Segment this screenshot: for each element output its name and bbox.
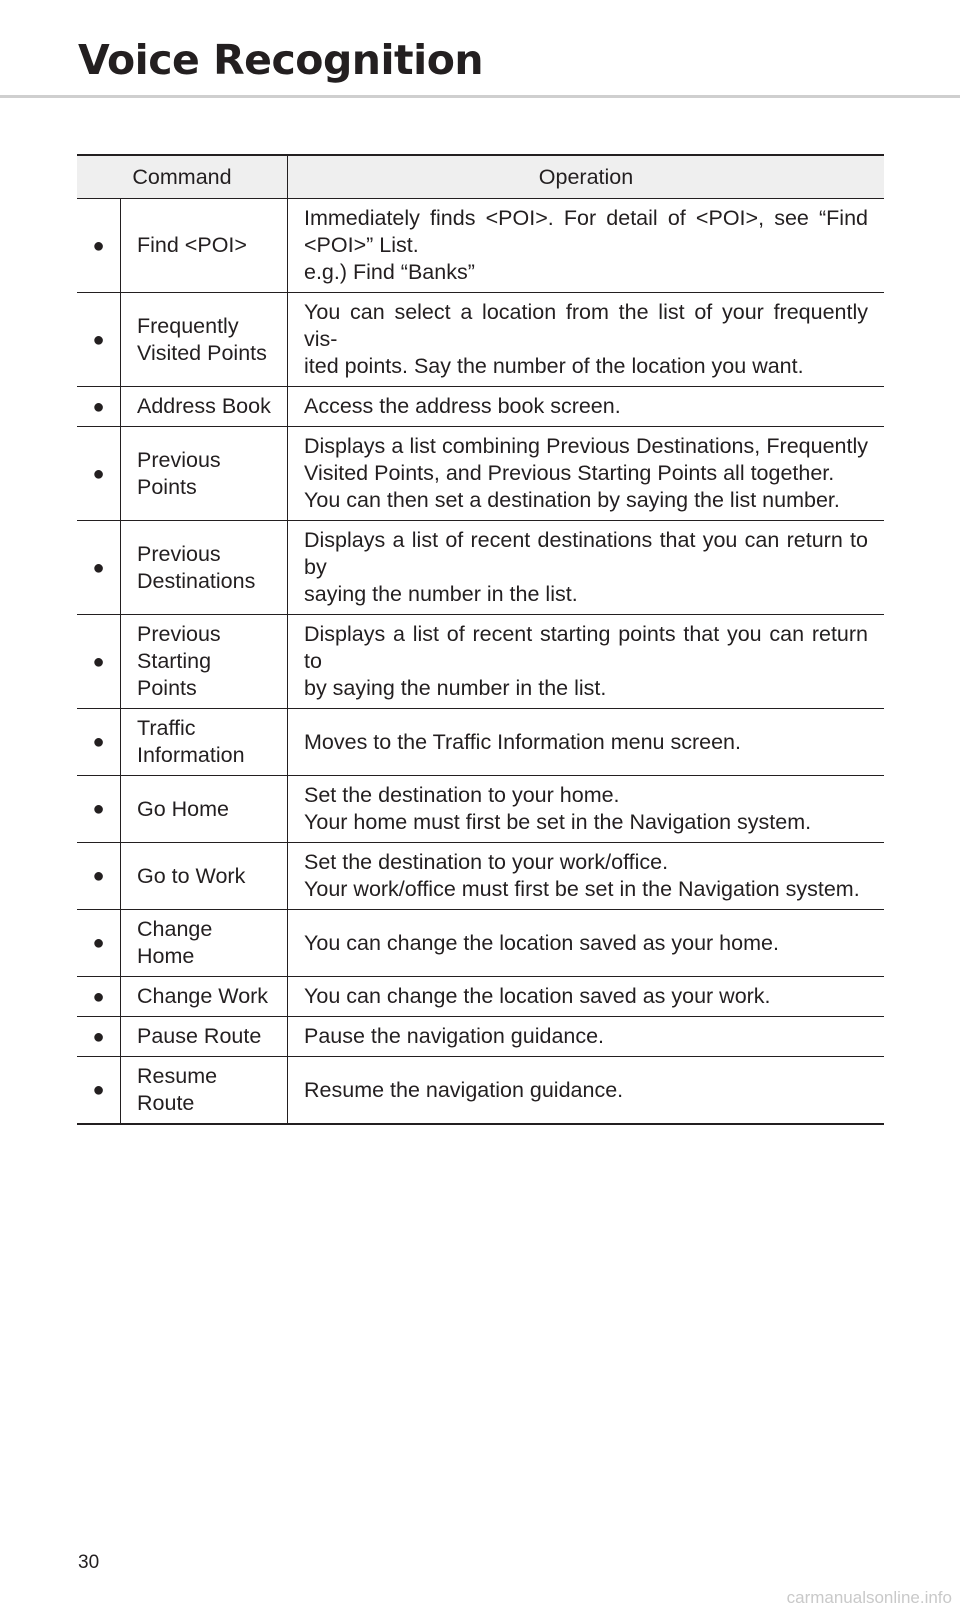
operation-text: You can select a location from the list of your frequently vis- — [304, 300, 868, 351]
operation-text: Set the destination to your home. — [304, 783, 620, 807]
operation-text: <POI>” List. — [304, 233, 419, 257]
bullet-icon: ● — [92, 328, 105, 351]
table-row — [77, 843, 884, 910]
table-row — [77, 1057, 884, 1125]
watermark: carmanualsonline.info — [786, 1588, 952, 1607]
command-cell — [121, 615, 288, 709]
command-label: Go to Work — [137, 863, 246, 888]
bullet-icon: ● — [92, 985, 105, 1008]
operation-text: Set the destination to your work/office. — [304, 850, 669, 874]
operation-text: Moves to the Traffic Information menu screen. — [304, 729, 741, 754]
operation-cell — [288, 387, 885, 427]
bullet-cell — [77, 776, 121, 843]
bullet-icon: ● — [92, 1025, 105, 1048]
bullet-icon: ● — [92, 462, 105, 485]
operation-text: ited points. Say the number of the location you want. — [304, 354, 804, 378]
operation-cell — [288, 293, 885, 387]
table-row — [77, 615, 884, 709]
command-cell — [121, 521, 288, 615]
command-cell — [121, 293, 288, 387]
bullet-icon: ● — [92, 556, 105, 579]
bullet-cell — [77, 1057, 121, 1125]
operation-text: e.g.) Find “Banks” — [304, 260, 475, 284]
command-label: Previous Starting Points — [137, 622, 221, 700]
command-label: Pause Route — [137, 1024, 262, 1048]
command-label: Change Work — [137, 984, 269, 1008]
bullet-cell — [77, 521, 121, 615]
operation-text: Resume the navigation guidance. — [304, 1077, 624, 1102]
bullet-icon: ● — [92, 650, 105, 673]
table-row — [77, 1017, 884, 1057]
bullet-cell — [77, 1017, 121, 1057]
operation-text: Displays a list combining Previous Destinations, Frequently — [304, 434, 868, 458]
bullet-icon: ● — [92, 731, 105, 753]
command-cell — [121, 843, 288, 910]
operation-cell — [288, 427, 885, 521]
operation-cell — [288, 977, 885, 1017]
command-cell — [121, 387, 288, 427]
table-row — [77, 709, 884, 776]
command-label: Find <POI> — [137, 233, 247, 257]
operation-text: You can then set a destination by saying the list number. — [304, 488, 840, 512]
operation-cell — [288, 1017, 885, 1057]
table-row — [77, 387, 884, 427]
operation-text: Pause the navigation guidance. — [304, 1024, 605, 1048]
operation-cell — [288, 910, 885, 977]
table-row — [77, 293, 884, 387]
operation-cell — [288, 776, 885, 843]
command-column-header: Command — [77, 155, 288, 199]
bullet-cell — [77, 199, 121, 293]
command-label: Traffic Information — [137, 716, 245, 767]
command-label: Previous Destinations — [137, 541, 256, 593]
operation-text: Immediately finds <POI>. For detail of <POI>, see “Find — [304, 206, 868, 230]
table-row — [77, 776, 884, 843]
bullet-cell — [77, 387, 121, 427]
operation-text: by saying the number in the list. — [304, 676, 607, 700]
operation-text: Your home must first be set in the Navigation system. — [304, 810, 812, 834]
bullet-icon: ● — [92, 395, 105, 418]
operation-cell — [288, 521, 885, 615]
bullet-cell — [77, 843, 121, 910]
bullet-cell — [77, 709, 121, 776]
command-cell — [121, 199, 288, 293]
operation-text: Your work/office must first be set in the Navigation system. — [304, 877, 860, 901]
bullet-icon: ● — [92, 1079, 105, 1101]
bullet-icon: ● — [92, 798, 105, 820]
command-label: Address Book — [137, 394, 271, 418]
command-cell — [121, 709, 288, 776]
operation-cell — [288, 843, 885, 910]
table-row — [77, 199, 884, 293]
operation-cell — [288, 709, 885, 776]
operation-text: saying the number in the list. — [304, 582, 578, 606]
table-row — [77, 521, 884, 615]
title-divider — [0, 95, 960, 98]
voice-command-table — [77, 154, 884, 1125]
table-row — [77, 427, 884, 521]
operation-text: Visited Points, and Previous Starting Points all together. — [304, 461, 835, 485]
operation-text: You can change the location saved as your work. — [304, 984, 771, 1008]
operation-cell — [288, 1057, 885, 1125]
command-cell — [121, 1057, 288, 1125]
command-label: Change Home — [137, 917, 213, 968]
command-label: Previous Points — [137, 447, 221, 499]
operation-text: Displays a list of recent starting points that you can return to — [304, 622, 868, 673]
table-header-row — [77, 155, 884, 199]
command-cell — [121, 427, 288, 521]
bullet-icon: ● — [92, 234, 105, 257]
table-row — [77, 977, 884, 1017]
table-row — [77, 910, 884, 977]
bullet-cell — [77, 977, 121, 1017]
page-title: Voice Recognition — [78, 36, 484, 84]
operation-cell — [288, 199, 885, 293]
operation-column-header: Operation — [288, 155, 885, 199]
operation-text: Displays a list of recent destinations that you can return to by — [304, 528, 868, 579]
table-body — [77, 199, 884, 1125]
command-label: Frequently Visited Points — [137, 313, 267, 365]
page-number: 30 — [78, 1552, 100, 1573]
command-cell — [121, 910, 288, 977]
bullet-cell — [77, 427, 121, 521]
command-label: Resume Route — [137, 1064, 218, 1115]
command-cell — [121, 776, 288, 843]
bullet-cell — [77, 910, 121, 977]
command-cell — [121, 1017, 288, 1057]
operation-text: You can change the location saved as your home. — [304, 930, 779, 955]
operation-text: Access the address book screen. — [304, 394, 621, 418]
command-label: Go Home — [137, 796, 230, 821]
bullet-cell — [77, 293, 121, 387]
operation-cell — [288, 615, 885, 709]
command-cell — [121, 977, 288, 1017]
bullet-icon: ● — [92, 932, 105, 954]
bullet-icon: ● — [92, 865, 105, 887]
bullet-cell — [77, 615, 121, 709]
